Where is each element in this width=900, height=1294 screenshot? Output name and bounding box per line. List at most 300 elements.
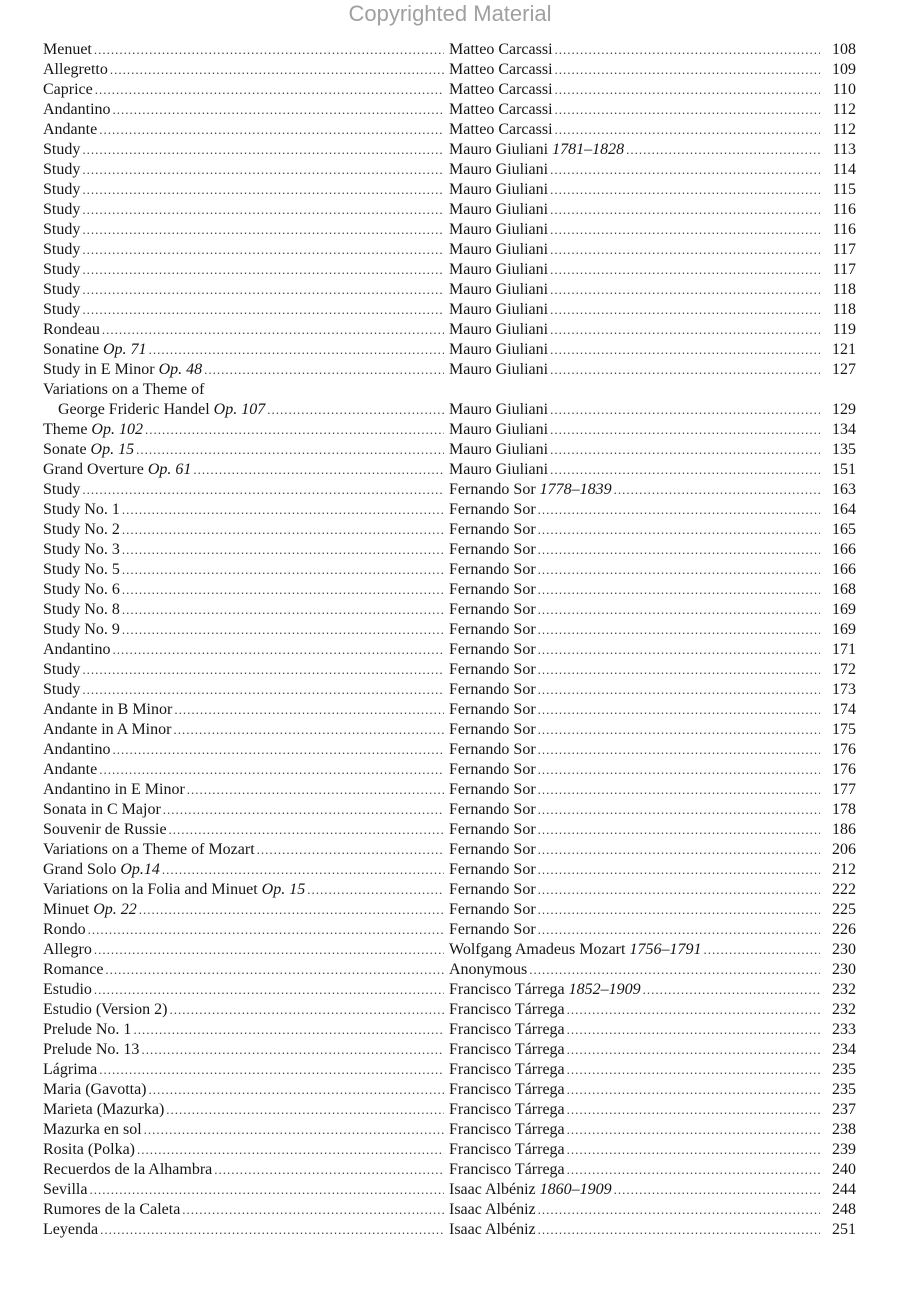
toc-entry (0, 640, 900, 660)
entry-composer-cell (449, 40, 822, 60)
entry-page (822, 820, 856, 840)
entry-page-number: 117 (832, 261, 856, 278)
leader-dots (550, 420, 820, 440)
entry-composer: Mauro Giuliani (449, 281, 549, 298)
entry-composer-cell (449, 700, 822, 720)
entry-composer: Matteo Carcassi (449, 81, 553, 98)
toc-entry (0, 1100, 900, 1120)
entry-page-number: 173 (832, 681, 856, 698)
entry-composer: Matteo Carcassi (449, 41, 553, 58)
entry-opus: Op. 15 (261, 881, 306, 898)
toc-entry (0, 580, 900, 600)
leader-dots (538, 540, 820, 560)
leader-dots (82, 180, 444, 200)
entry-title-cell (43, 1180, 446, 1200)
entry-page-number: 118 (832, 281, 856, 298)
entry-title: Study No. 2 (43, 521, 120, 538)
entry-title-cell (43, 200, 446, 220)
entry-composer-cell (449, 460, 822, 480)
entry-page-number: 222 (832, 881, 856, 898)
leader-dots (166, 1100, 444, 1120)
entry-title: Allegretto (43, 61, 108, 78)
entry-title: Study No. 3 (43, 541, 120, 558)
leader-dots (550, 460, 820, 480)
entry-title: Souvenir de Russie (43, 821, 167, 838)
entry-composer-cell (449, 760, 822, 780)
entry-composer: Fernando Sor (449, 681, 536, 698)
entry-page-number: 112 (832, 121, 856, 138)
entry-title-cell (43, 600, 446, 620)
entry-composer: Fernando Sor (449, 581, 536, 598)
entry-page-number: 240 (832, 1161, 856, 1178)
entry-title-cell (43, 520, 446, 540)
toc-entry (0, 480, 900, 500)
toc-entry (0, 1200, 900, 1220)
entry-page-number: 244 (832, 1181, 856, 1198)
entry-composer: Fernando Sor (449, 541, 536, 558)
leader-dots (538, 740, 820, 760)
entry-page (822, 80, 856, 100)
toc-entry (0, 600, 900, 620)
entry-composer-cell (449, 1140, 822, 1160)
entry-page-number: 110 (832, 81, 856, 98)
entry-page-number: 230 (832, 941, 856, 958)
entry-composer: Fernando Sor (449, 881, 536, 898)
toc-entry (0, 800, 900, 820)
leader-dots (99, 1060, 444, 1080)
entry-title-cell (43, 560, 446, 580)
entry-composer-cell (449, 340, 822, 360)
entry-composer: Fernando Sor (449, 641, 536, 658)
leader-dots (529, 960, 820, 980)
leader-dots (614, 480, 820, 500)
leader-dots (193, 460, 444, 480)
entry-composer: Fernando Sor (449, 861, 536, 878)
toc-entry (0, 760, 900, 780)
entry-title-cell (43, 1160, 446, 1180)
leader-dots (555, 120, 820, 140)
entry-title-cell (43, 1020, 446, 1040)
leader-dots (538, 860, 820, 880)
toc-entry (0, 180, 900, 200)
toc-entry (0, 400, 900, 420)
leader-dots (538, 900, 820, 920)
entry-page-number: 175 (832, 721, 856, 738)
leader-dots (122, 580, 444, 600)
entry-title: Sonatine (43, 341, 99, 358)
entry-title: Leyenda (43, 1221, 99, 1238)
entry-page-number: 232 (832, 1001, 856, 1018)
entry-title: Maria (Gavotta) (43, 1081, 147, 1098)
leader-dots (122, 620, 444, 640)
entry-title: Recuerdos de la Alhambra (43, 1161, 213, 1178)
leader-dots (174, 700, 444, 720)
toc-entry (0, 720, 900, 740)
entry-title-cell (43, 300, 446, 320)
entry-title: Andantino (43, 741, 111, 758)
leader-dots (567, 1000, 820, 1020)
entry-composer: Wolfgang Amadeus Mozart (449, 941, 626, 958)
entry-composer-cell (449, 420, 822, 440)
entry-title: Andantino (43, 641, 111, 658)
entry-page-number: 230 (832, 961, 856, 978)
leader-dots (141, 1040, 444, 1060)
entry-page (822, 140, 856, 160)
leader-dots (538, 720, 820, 740)
entry-title: Rumores de la Caleta (43, 1201, 181, 1218)
toc-entry (0, 360, 900, 380)
entry-title-cell (43, 420, 446, 440)
entry-composer-cell (449, 900, 822, 920)
entry-page (822, 980, 856, 1000)
entry-composer: Francisco Tárrega (449, 1081, 565, 1098)
entry-title: Study (43, 681, 81, 698)
entry-title-cell (43, 160, 446, 180)
leader-dots (550, 240, 820, 260)
entry-title: Study (43, 161, 81, 178)
entry-page-number: 163 (832, 481, 856, 498)
entry-composer: Matteo Carcassi (449, 121, 553, 138)
entry-composer-cell (449, 960, 822, 980)
toc-entry (0, 440, 900, 460)
leader-dots (538, 1220, 820, 1240)
entry-opus: Op. 71 (103, 341, 147, 358)
entry-title-cell (43, 720, 446, 740)
toc-entry (0, 860, 900, 880)
entry-title-cell (43, 500, 446, 520)
entry-composer-cell (449, 1220, 822, 1240)
entry-title-cell (43, 680, 446, 700)
entry-page-number: 114 (832, 161, 856, 178)
entry-composer-cell (449, 1020, 822, 1040)
toc-entry (0, 1160, 900, 1180)
leader-dots (122, 520, 444, 540)
entry-title: Marieta (Mazurka) (43, 1101, 165, 1118)
leader-dots (137, 1140, 444, 1160)
leader-dots (122, 500, 444, 520)
entry-page (822, 1200, 856, 1220)
entry-composer: Isaac Albéniz (449, 1181, 536, 1198)
leader-dots (550, 220, 820, 240)
entry-title-cell (43, 700, 446, 720)
leader-dots (550, 200, 820, 220)
leader-dots (204, 360, 444, 380)
leader-dots (82, 300, 444, 320)
entry-composer: Anonymous (449, 961, 528, 978)
entry-page-number: 134 (832, 421, 856, 438)
entry-composer-cell (449, 640, 822, 660)
toc-entry (0, 840, 900, 860)
entry-page (822, 720, 856, 740)
entry-title-cell (43, 880, 446, 900)
toc-entry (0, 300, 900, 320)
entry-page (822, 220, 856, 240)
entry-title: Andantino in E Minor (43, 781, 185, 798)
entry-title-cell (43, 440, 446, 460)
entry-title: Andante in A Minor (43, 721, 172, 738)
entry-page-number: 115 (832, 181, 856, 198)
copyright-watermark: Copyrighted Material (348, 1, 552, 26)
entry-page-number: 168 (832, 581, 856, 598)
entry-page (822, 100, 856, 120)
entry-composer-cell (449, 1060, 822, 1080)
entry-title-cell (43, 40, 446, 60)
toc-entry (0, 200, 900, 220)
leader-dots (307, 880, 444, 900)
leader-dots (82, 200, 444, 220)
entry-title: Study (43, 481, 81, 498)
entry-title-cell (43, 340, 446, 360)
toc-entry (0, 260, 900, 280)
entry-page (822, 840, 856, 860)
toc-entry (0, 380, 900, 400)
entry-page (822, 1000, 856, 1020)
entry-page-number: 232 (832, 981, 856, 998)
leader-dots (94, 980, 444, 1000)
leader-dots (122, 600, 444, 620)
entry-page (822, 800, 856, 820)
leader-dots (555, 80, 820, 100)
entry-composer: Isaac Albéniz (449, 1201, 536, 1218)
leader-dots (538, 660, 820, 680)
leader-dots (538, 580, 820, 600)
entry-years: 1860–1909 (539, 1181, 612, 1198)
entry-composer-cell (449, 320, 822, 340)
entry-title: Study (43, 281, 81, 298)
entry-title-cell (43, 100, 446, 120)
entry-page (822, 900, 856, 920)
entry-composer: Francisco Tárrega (449, 1061, 565, 1078)
entry-composer: Fernando Sor (449, 921, 536, 938)
leader-dots (626, 140, 820, 160)
entry-years: 1781–1828 (552, 141, 625, 158)
toc-entry (0, 420, 900, 440)
entry-page-number: 169 (832, 601, 856, 618)
entry-composer-cell (449, 840, 822, 860)
entry-years: 1852–1909 (568, 981, 641, 998)
entry-title: Study (43, 141, 81, 158)
entry-title: Theme (43, 421, 88, 438)
entry-composer: Mauro Giuliani (449, 201, 549, 218)
entry-composer: Fernando Sor (449, 621, 536, 638)
entry-title: Variations on a Theme of (43, 381, 205, 398)
entry-title-cell (43, 280, 446, 300)
entry-page (822, 360, 856, 380)
toc-entry (0, 240, 900, 260)
entry-composer: Francisco Tárrega (449, 1121, 565, 1138)
leader-dots (136, 440, 444, 460)
entry-title: Sevilla (43, 1181, 88, 1198)
entry-page-number: 186 (832, 821, 856, 838)
entry-page-number: 248 (832, 1201, 856, 1218)
entry-page (822, 120, 856, 140)
entry-page (822, 940, 856, 960)
entry-title-cell (43, 140, 446, 160)
entry-composer: Matteo Carcassi (449, 101, 553, 118)
entry-composer-cell (449, 300, 822, 320)
entry-title-cell (43, 1100, 446, 1120)
entry-title: Prelude No. 1 (43, 1021, 132, 1038)
entry-opus: Op. 48 (158, 361, 203, 378)
entry-title-cell (43, 740, 446, 760)
entry-composer-cell (449, 400, 822, 420)
entry-page (822, 1140, 856, 1160)
entry-title: Menuet (43, 41, 92, 58)
entry-title: Study (43, 241, 81, 258)
entry-page (822, 520, 856, 540)
entry-page-number: 225 (832, 901, 856, 918)
entry-composer-cell (449, 1160, 822, 1180)
entry-composer: Fernando Sor (449, 481, 536, 498)
entry-title-cell (43, 820, 446, 840)
entry-title-cell (43, 1140, 446, 1160)
entry-composer: Francisco Tárrega (449, 1001, 565, 1018)
entry-title: Study No. 5 (43, 561, 120, 578)
entry-years: 1778–1839 (539, 481, 612, 498)
entry-composer-cell (449, 500, 822, 520)
entry-page-number: 119 (832, 321, 856, 338)
toc-entry (0, 560, 900, 580)
entry-composer: Fernando Sor (449, 521, 536, 538)
entry-title-cell (43, 900, 446, 920)
toc-entry (0, 1120, 900, 1140)
entry-page (822, 1100, 856, 1120)
entry-page (822, 780, 856, 800)
entry-title-cell (43, 360, 446, 380)
toc-entry (0, 100, 900, 120)
entry-composer: Isaac Albéniz (449, 1221, 536, 1238)
entry-title-cell (43, 1200, 446, 1220)
entry-title-cell (43, 840, 446, 860)
leader-dots (538, 820, 820, 840)
entry-title: Andantino (43, 101, 111, 118)
entry-composer-cell (449, 1120, 822, 1140)
entry-composer: Matteo Carcassi (449, 61, 553, 78)
toc-entry (0, 740, 900, 760)
entry-page (822, 440, 856, 460)
entry-title: Study (43, 201, 81, 218)
entry-composer: Fernando Sor (449, 661, 536, 678)
leader-dots (187, 780, 444, 800)
table-of-contents (0, 40, 900, 1240)
entry-title: Caprice (43, 81, 93, 98)
entry-title: Study in E Minor (43, 361, 155, 378)
entry-composer: Fernando Sor (449, 701, 536, 718)
leader-dots (538, 640, 820, 660)
entry-composer-cell (449, 480, 822, 500)
entry-page (822, 580, 856, 600)
entry-composer-cell (449, 920, 822, 940)
entry-page-number: 121 (832, 341, 856, 358)
toc-entry (0, 520, 900, 540)
entry-title: Study (43, 661, 81, 678)
entry-page-number: 226 (832, 921, 856, 938)
entry-page (822, 1180, 856, 1200)
entry-page-number: 113 (832, 141, 856, 158)
entry-title: Study No. 6 (43, 581, 120, 598)
leader-dots (149, 1080, 444, 1100)
entry-title: Sonata in C Major (43, 801, 161, 818)
leader-dots (538, 620, 820, 640)
entry-title: Grand Overture (43, 461, 144, 478)
leader-dots (82, 240, 444, 260)
entry-page (822, 1160, 856, 1180)
toc-entry (0, 60, 900, 80)
entry-composer-cell (449, 780, 822, 800)
entry-opus: Op. 22 (93, 901, 137, 918)
toc-entry (0, 1140, 900, 1160)
entry-page (822, 640, 856, 660)
entry-composer-cell (449, 800, 822, 820)
entry-composer-cell (449, 1080, 822, 1100)
leader-dots (113, 740, 444, 760)
entry-composer: Mauro Giuliani (449, 441, 549, 458)
leader-dots (550, 440, 820, 460)
leader-dots (94, 40, 444, 60)
leader-dots (555, 100, 820, 120)
leader-dots (82, 280, 444, 300)
leader-dots (538, 700, 820, 720)
entry-composer: Fernando Sor (449, 601, 536, 618)
entry-page-number: 234 (832, 1041, 856, 1058)
entry-page-number: 166 (832, 561, 856, 578)
toc-entry (0, 660, 900, 680)
entry-title-cell (43, 760, 446, 780)
entry-page (822, 400, 856, 420)
entry-title-cell (43, 960, 446, 980)
leader-dots (162, 860, 444, 880)
entry-title-cell (43, 660, 446, 680)
entry-title: Mazurka en sol (43, 1121, 142, 1138)
entry-composer: Mauro Giuliani (449, 241, 549, 258)
leader-dots (94, 940, 444, 960)
leader-dots (113, 100, 444, 120)
entry-title: Grand Solo (43, 861, 117, 878)
entry-composer-cell (449, 60, 822, 80)
entry-title: Study No. 9 (43, 621, 120, 638)
toc-entry (0, 880, 900, 900)
entry-page-number: 178 (832, 801, 856, 818)
toc-entry (0, 1060, 900, 1080)
leader-dots (550, 180, 820, 200)
entry-title: Study No. 1 (43, 501, 120, 518)
entry-composer-cell (449, 600, 822, 620)
entry-title-cell (43, 580, 446, 600)
leader-dots (169, 1000, 444, 1020)
toc-entry (0, 540, 900, 560)
leader-dots (145, 420, 444, 440)
entry-title-cell (43, 940, 446, 960)
entry-page-number: 238 (832, 1121, 856, 1138)
entry-composer: Mauro Giuliani (449, 321, 549, 338)
toc-entry (0, 960, 900, 980)
toc-entry (0, 460, 900, 480)
entry-composer: Francisco Tárrega (449, 1161, 565, 1178)
entry-page (822, 200, 856, 220)
entry-page-number: 117 (832, 241, 856, 258)
entry-page-number: 112 (832, 101, 856, 118)
entry-page-number: 212 (832, 861, 856, 878)
leader-dots (555, 40, 820, 60)
entry-composer-cell (449, 260, 822, 280)
entry-title: Sonate (43, 441, 87, 458)
leader-dots (144, 1120, 444, 1140)
entry-title: Andante (43, 121, 98, 138)
toc-entry (0, 500, 900, 520)
entry-title: Estudio (Version 2) (43, 1001, 168, 1018)
entry-composer-cell (449, 1200, 822, 1220)
leader-dots (538, 760, 820, 780)
